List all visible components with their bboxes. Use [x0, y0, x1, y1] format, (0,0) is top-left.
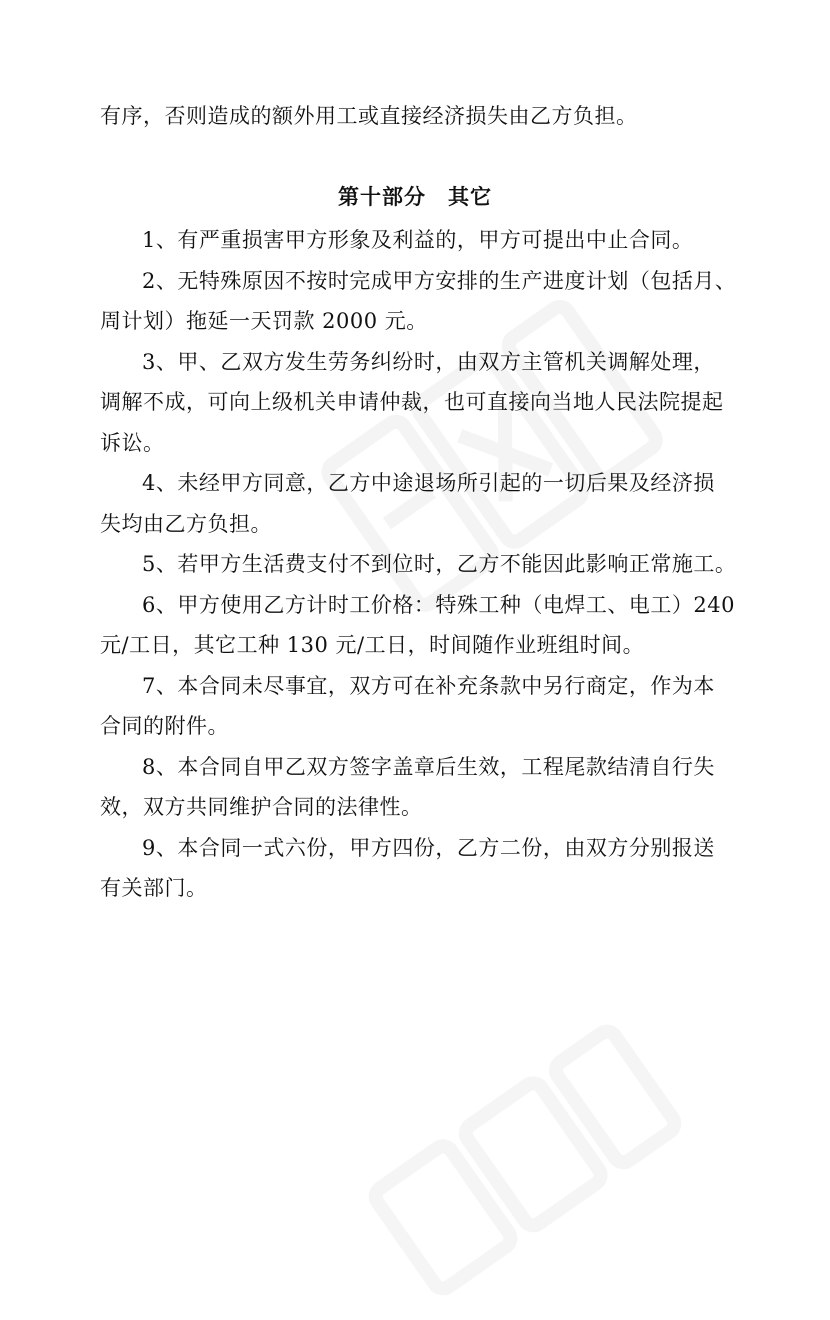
clauses-list: [100, 220, 740, 909]
watermark-logo-bottom: [344, 1000, 706, 1320]
clause-3: [100, 342, 740, 464]
clause-6: [100, 585, 740, 666]
clause-7: [100, 666, 740, 747]
clause-line: 元/工日，其它工种 130 元/工日，时间随作业班组时间。: [100, 633, 645, 657]
clause-line: 周计划）拖延一天罚款 2000 元。: [100, 309, 428, 333]
clause-line: 6、甲方使用乙方计时工价格：特殊工种（电焊工、电工）240: [142, 592, 735, 617]
clause-line: 3、甲、乙双方发生劳务纠纷时，由双方主管机关调解处理，: [142, 349, 715, 374]
section-title: [0, 181, 830, 211]
clause-line: 1、有严重损害甲方形象及利益的，甲方可提出中止合同。: [142, 228, 694, 252]
carryover-text: [100, 96, 740, 137]
clause-line: 调解不成，可向上级机关申请仲裁，也可直接向当地人民法院提起: [100, 390, 724, 414]
clause-line: 失均由乙方负担。: [100, 511, 272, 536]
clause-line: 4、未经甲方同意，乙方中途退场所引起的一切后果及经济损: [142, 471, 715, 495]
clause-8: [100, 747, 740, 828]
section-title-part1: 第十部分: [338, 185, 426, 209]
clause-line: 有关部门。: [100, 876, 208, 900]
clause-1: [100, 220, 740, 261]
carryover-line: 有序，否则造成的额外用工或直接经济损失由乙方负担。: [100, 104, 638, 128]
clause-line: 诉讼。: [100, 430, 165, 455]
clause-line: 5、若甲方生活费支付不到位时，乙方不能因此影响正常施工。: [142, 552, 737, 576]
clause-5: [100, 544, 740, 585]
clause-line: 7、本合同未尽事宜，双方可在补充条款中另行商定，作为本: [142, 673, 715, 698]
clause-9: [100, 828, 740, 909]
clause-line: 合同的附件。: [100, 714, 229, 738]
clause-line: 2、无特殊原因不按时完成甲方安排的生产进度计划（包括月、: [142, 268, 737, 293]
clause-line: 9、本合同一式六份，甲方四份，乙方二份，由双方分别报送: [142, 835, 715, 860]
clause-4: [100, 463, 740, 544]
clause-line: 8、本合同自甲乙双方签字盖章后生效，工程尾款结清自行失: [142, 754, 715, 779]
section-title-part2: 其它: [448, 185, 492, 209]
clause-2: [100, 261, 740, 342]
clause-line: 效，双方共同维护合同的法律性。: [100, 795, 423, 819]
